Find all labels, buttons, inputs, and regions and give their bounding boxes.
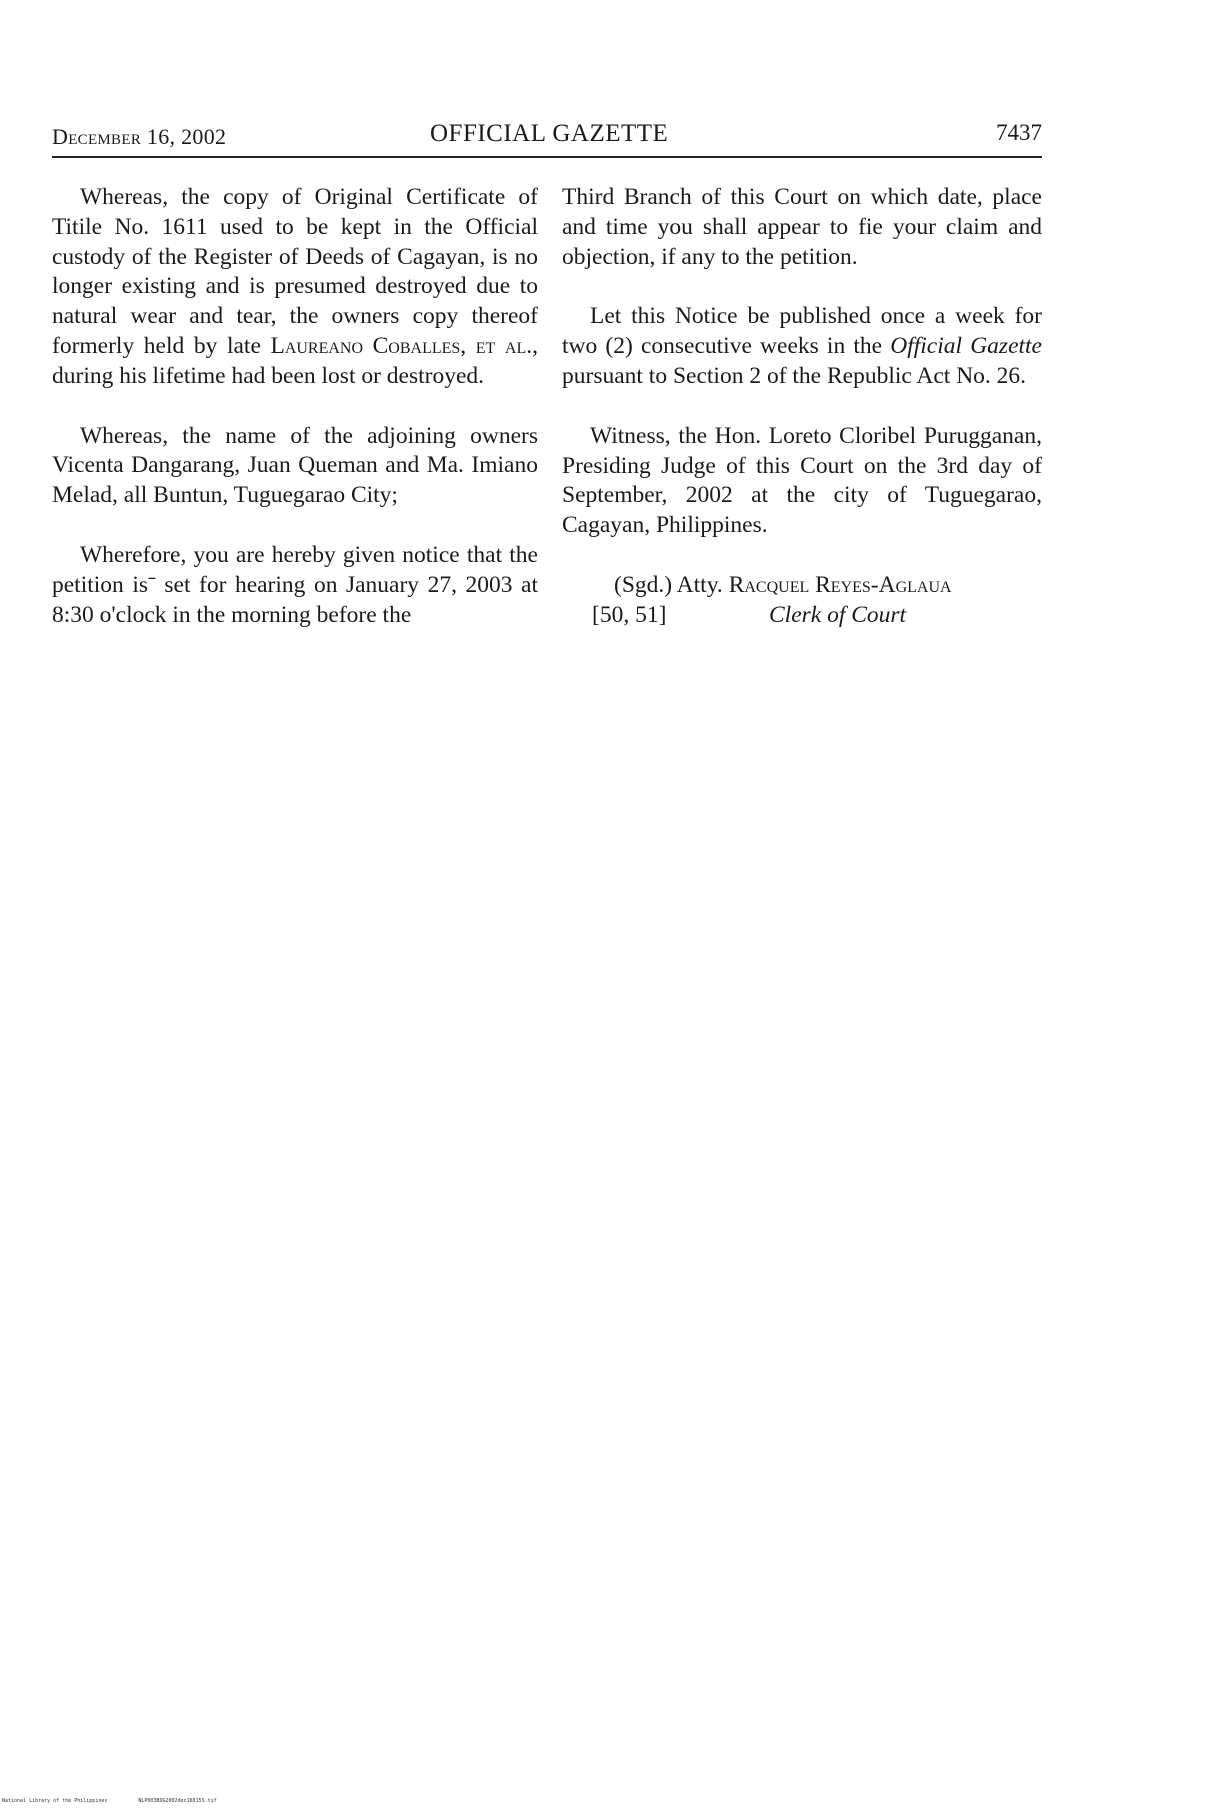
- signatory-role: Clerk of Court: [769, 601, 907, 628]
- left-column: [52, 183, 538, 660]
- file-label: NLP003BOG2002dec16015S.tif: [138, 1798, 217, 1804]
- paragraph-text: Whereas, the copy of Original Certificate of Titile No. 1611 used to be kept in the Official custody of the Register of Deeds of Cagayan, is no longer existing and is presumed destroyed due to natural wear and tear, the owners copy thereof formerly held by late: [52, 184, 538, 359]
- issue-reference: [50, 51]: [592, 601, 667, 628]
- page-header: [52, 120, 1042, 158]
- scan-footer: [2, 1798, 245, 1804]
- gazette-name: Official Gazette: [890, 333, 1042, 360]
- paragraph-adjoining-owners: Whereas, the name of the adjoining owners Vicenta Dangarang, Juan Queman and Ma. Imiano Melad, all Buntun, Tuguegarao City;: [52, 422, 538, 509]
- signature-line: [562, 571, 1042, 601]
- signature-prefix: (Sgd.) Atty.: [614, 571, 729, 598]
- signatory-name: Racquel Reyes-Aglaua: [728, 571, 952, 598]
- signature-role-line: [562, 601, 1042, 631]
- paragraph-hearing-notice: Wherefore, you are hereby given notice that the petition isˉ set for hearing on January 27, 2003 at 8:30 o'clock in the morning before the: [52, 541, 538, 628]
- page-number: 7437: [996, 120, 1042, 145]
- paragraph-certificate: [52, 183, 538, 392]
- paragraph-text: pursuant to Section 2 of the Republic Act No. 26.: [562, 362, 1027, 389]
- paragraph-witness: Witness, the Hon. Loreto Cloribel Purugganan, Presiding Judge of this Court on the 3rd day of September, 2002 at the city of Tuguegarao, Cagayan, Philippines.: [562, 422, 1042, 539]
- paragraph-branch: Third Branch of this Court on which date, place and time you shall appear to fie your claim and objection, if any to the petition.: [562, 184, 1042, 270]
- paragraph-text: Let this Notice be published once a week for two (2) consecutive weeks in the: [562, 303, 1042, 360]
- owner-name: Laureano Coballes, et al.: [270, 332, 533, 359]
- publication-title: OFFICIAL GAZETTE: [430, 120, 669, 147]
- right-column: [562, 183, 1042, 631]
- paragraph-publication: [562, 302, 1042, 391]
- library-label: National Library of the Philippines: [2, 1798, 108, 1804]
- issue-date: December 16, 2002: [52, 124, 227, 149]
- paragraph-text: , during his lifetime had been lost or destroyed.: [52, 332, 538, 389]
